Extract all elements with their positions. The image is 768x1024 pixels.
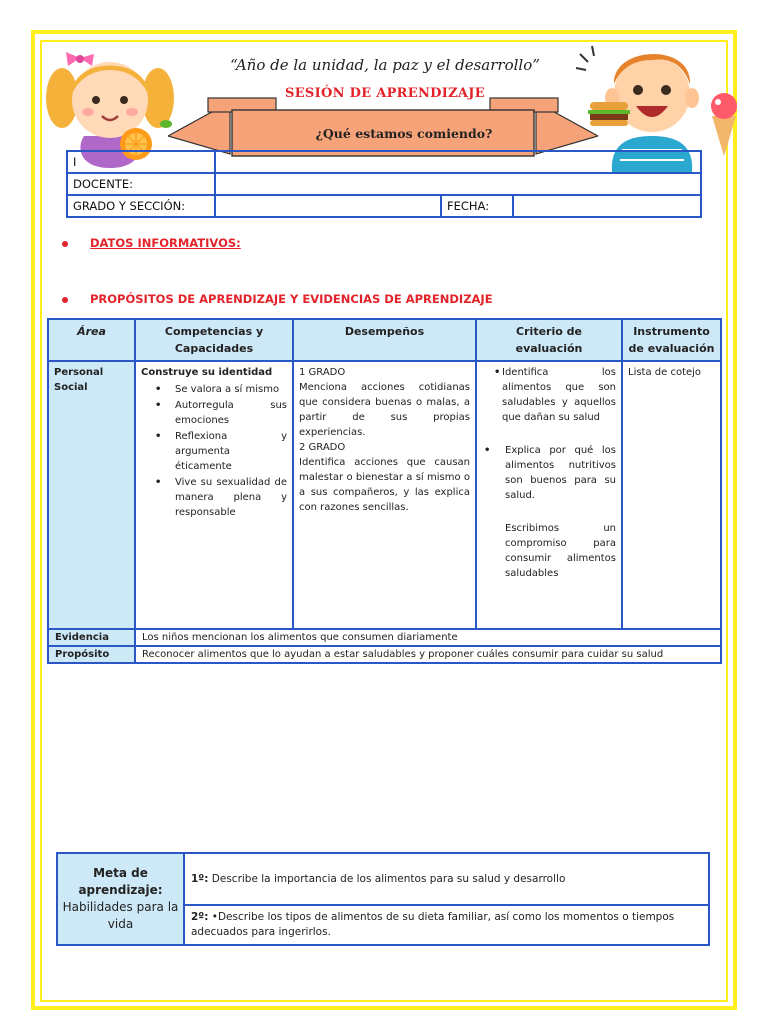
- criterios-cell: [476, 361, 622, 629]
- evidencia-text: Los niños mencionan los alimentos que consumen diariamente: [135, 629, 721, 646]
- header-instrumento: Instrumento de evaluación: [622, 319, 721, 361]
- evidencia-row: [48, 629, 721, 646]
- header-area: Área: [48, 319, 135, 361]
- instrumento-cell: Lista de cotejo: [622, 361, 721, 629]
- meta-item-number: 1º:: [191, 872, 209, 885]
- grado2-text: Identifica acciones que causan malestar o bienestar a sí mismo o a sus compañeros, y las explica con razones sencillas.: [299, 457, 470, 513]
- capacidades-list: [155, 382, 287, 520]
- session-title: SESIÓN DE APRENDIZAJE: [285, 86, 485, 101]
- meta-item-number: 2º:: [191, 911, 209, 923]
- grado-value[interactable]: [215, 195, 441, 217]
- info-row-docente: [67, 173, 701, 195]
- area-cell: Personal Social: [48, 361, 135, 629]
- learning-goal-table: [56, 852, 710, 946]
- criterio-item: Escribimos un compromiso para consumir alimentos saludables: [505, 523, 616, 579]
- meta-item-text: •Describe los tipos de alimentos de su dieta familiar, así como los momentos o tiempos adecuados para ingerirlos.: [191, 911, 675, 938]
- grado2-label: 2 GRADO: [299, 442, 346, 453]
- proposito-row: [48, 646, 721, 663]
- desempenos-cell: [293, 361, 476, 629]
- bullet-icon: [62, 241, 68, 247]
- bullet-icon: [62, 297, 68, 303]
- purposes-table: [47, 318, 722, 664]
- header-criterio: Criterio de evaluación: [476, 319, 622, 361]
- section-datos-informativos: DATOS INFORMATIVOS:: [62, 236, 241, 250]
- docente-label: DOCENTE:: [67, 173, 215, 195]
- proposito-text: Reconocer alimentos que lo ayudan a estar saludables y proponer cuáles consumir para cuidar su salud: [135, 646, 721, 663]
- evidencia-label: Evidencia: [48, 629, 135, 646]
- teacher-info-table: [66, 150, 702, 218]
- competencias-cell: [135, 361, 293, 629]
- info-row-1: [67, 151, 701, 173]
- info-row1-label: I: [67, 151, 215, 173]
- docente-value[interactable]: [215, 173, 701, 195]
- section-propositos: PROPÓSITOS DE APRENDIZAJE Y EVIDENCIAS DE APRENDIZAJE: [62, 292, 493, 306]
- capacidad-item: • Reflexiona y argumenta éticamente: [155, 429, 287, 474]
- grado-label: GRADO Y SECCIÓN:: [67, 195, 215, 217]
- meta-subtitle: Habilidades para la vida: [62, 900, 179, 931]
- criterio-item: • Explica por qué los alimentos nutritivos son buenos para su salud.: [482, 443, 616, 503]
- motto: “Año de la unidad, la paz y el desarrollo”: [230, 56, 540, 74]
- grado1-text: Menciona acciones cotidianas que considera buenas o malas, a partir de sus propias experiencias.: [299, 382, 470, 438]
- session-topic-title: ¿Qué estamos comiendo?: [315, 126, 493, 141]
- meta-item-2: [184, 905, 709, 945]
- competencia-title: Construye su identidad: [141, 367, 273, 378]
- meta-item-text: Describe la importancia de los alimentos para su salud y desarrollo: [211, 872, 566, 885]
- fecha-value[interactable]: [513, 195, 701, 217]
- capacidad-item: • Autorregula sus emociones: [155, 398, 287, 428]
- meta-title: Meta de aprendizaje:: [78, 866, 163, 897]
- meta-item-1: [184, 853, 709, 905]
- meta-heading-cell: [57, 853, 184, 945]
- header-desempenos: Desempeños: [293, 319, 476, 361]
- fecha-label: FECHA:: [441, 195, 513, 217]
- header-competencias: Competencias y Capacidades: [135, 319, 293, 361]
- capacidad-item: • Vive su sexualidad de manera plena y responsable: [155, 475, 287, 520]
- info-row-grado: [67, 195, 701, 217]
- grado1-label: 1 GRADO: [299, 367, 346, 378]
- proposito-label: Propósito: [48, 646, 135, 663]
- capacidad-item: • Se valora a sí mismo: [155, 382, 287, 397]
- purposes-header-row: [48, 319, 721, 361]
- info-row1-value[interactable]: [215, 151, 701, 173]
- purposes-content-row: [48, 361, 721, 629]
- criterio-item: • Identifica los alimentos que son saludables y aquellos que dañan su salud: [482, 365, 616, 425]
- meta-row-1: [57, 853, 709, 905]
